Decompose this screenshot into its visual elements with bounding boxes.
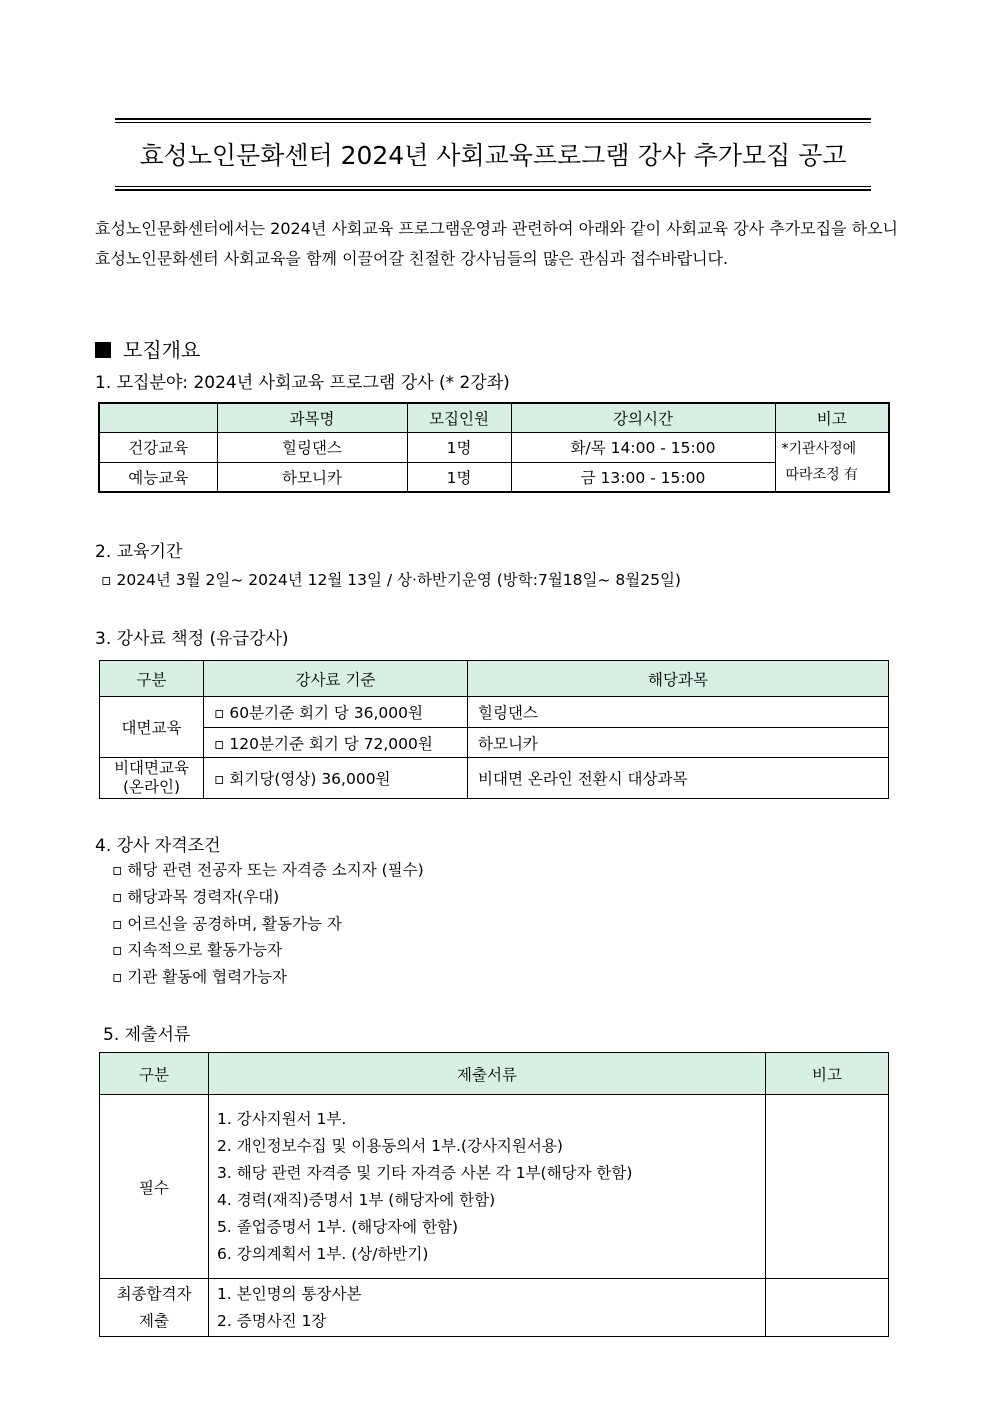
category-cell: 예능교육: [99, 462, 217, 492]
fee-cell: ▫ 60분기준 회기 당 36,000원: [204, 697, 468, 728]
header-cell: 과목명: [217, 403, 407, 432]
offline-label-cell: 대면교육: [100, 697, 204, 758]
header-cell: 해당과목: [468, 661, 889, 697]
table-row: [99, 432, 889, 462]
table-row: [99, 462, 889, 492]
section3-heading: 3. 강사료 책정 (유급강사): [95, 629, 289, 649]
note-line: *기관사정에: [781, 440, 857, 457]
header-cell: 구분: [100, 1053, 209, 1095]
count-cell: 1명: [407, 432, 511, 462]
count-cell: 1명: [407, 462, 511, 492]
subject-cell: 하모니카: [468, 728, 889, 758]
time-cell: 화/목 14:00 - 15:00: [511, 432, 775, 462]
subject-cell: 하모니카: [217, 462, 407, 492]
qualification-item: ▫ 해당과목 경력자(우대): [112, 888, 280, 906]
section1-heading: 1. 모집분야: 2024년 사회교육 프로그램 강사 (* 2강좌): [95, 373, 510, 393]
remarks-cell: [766, 1095, 889, 1279]
list-item: 5. 졸업증명서 1부. (해당자에 한함): [217, 1217, 459, 1236]
final-label-cell: [100, 1279, 209, 1337]
note-cell: [775, 432, 889, 492]
documents-table: [99, 1052, 889, 1337]
fee-cell: ▫ 120분기준 회기 당 72,000원: [204, 728, 468, 758]
online-label-cell: [100, 758, 204, 799]
fee-cell: ▫ 회기당(영상) 36,000원: [204, 758, 468, 799]
header-cell: 강사료 기준: [204, 661, 468, 697]
time-cell: 금 13:00 - 15:00: [511, 462, 775, 492]
subject-cell: 힐링댄스: [468, 697, 889, 728]
header-cell: 제출서류: [209, 1053, 766, 1095]
period-line: [101, 568, 681, 590]
header-cell: 모집인원: [407, 403, 511, 432]
section4-heading: 4. 강사 자격조건: [95, 836, 221, 856]
fee-table: [99, 660, 889, 799]
intro-paragraph: 효성노인문화센터에서는 2024년 사회교육 프로그램운영과 관련하여 아래와 같이 사회교육 강사 추가모집을 하오니 효성노인문화센터 사회교육을 함께 이끌어갈 친절한 강사님들의 많은 관심과 접수바랍니다.: [95, 219, 898, 268]
qualification-item: ▫ 지속적으로 활동가능자: [112, 941, 283, 959]
overview-heading: 모집개요: [95, 334, 200, 363]
header-cell: 비고: [775, 403, 889, 432]
list-item: 3. 해당 관련 자격증 및 기타 자격증 사본 각 1부(해당자 한함): [217, 1163, 633, 1182]
table-row: [100, 728, 889, 758]
title-rule-top-1: [115, 118, 871, 120]
final-label-line: 최종합격자: [116, 1284, 192, 1303]
table-header-row: [100, 1053, 889, 1095]
final-docs-cell: [209, 1279, 766, 1337]
required-docs-cell: [209, 1095, 766, 1279]
header-cell: 비고: [766, 1053, 889, 1095]
note-line: 따라조정 有: [785, 466, 859, 483]
table-row: [100, 758, 889, 799]
table-header-row: [99, 403, 889, 432]
period-text: 2024년 3월 2일~ 2024년 12월 13일 / 상·하반기운영 (방학:7월18일~ 8월25일): [116, 571, 681, 589]
table-row: [100, 697, 889, 728]
section5-heading: 5. 제출서류: [103, 1025, 191, 1045]
title-rule-top-2: [115, 122, 871, 123]
remarks-cell: [766, 1279, 889, 1337]
final-label-line: 제출: [139, 1311, 169, 1330]
qualification-item: ▫ 기관 활동에 협력가능자: [112, 968, 288, 986]
list-item: 2. 개인정보수집 및 이용동의서 1부.(강사지원서용): [217, 1136, 563, 1155]
qualification-item: ▫ 해당 관련 전공자 또는 자격증 소지자 (필수): [112, 861, 424, 879]
table-row: [100, 1279, 889, 1337]
subject-cell: 힐링댄스: [217, 432, 407, 462]
category-cell: 건강교육: [99, 432, 217, 462]
required-label-cell: 필수: [100, 1095, 209, 1279]
header-cell: 강의시간: [511, 403, 775, 432]
bullet-icon: ▫: [101, 571, 112, 589]
page-title: 효성노인문화센터 2024년 사회교육프로그램 강사 추가모집 공고: [139, 141, 847, 170]
list-item: 1. 본인명의 통장사본: [217, 1284, 362, 1303]
subject-cell: 비대면 온라인 전환시 대상과목: [468, 758, 889, 799]
list-item: 4. 경력(재직)증명서 1부 (해당자에 한함): [217, 1190, 496, 1209]
table-header-row: [100, 661, 889, 697]
qualification-item: ▫ 어르신을 공경하며, 활동가능 자: [112, 915, 342, 933]
online-label-line: (온라인): [122, 778, 180, 796]
header-cell: [99, 403, 217, 432]
online-label-line: 비대면교육: [114, 759, 189, 777]
title-rule-bottom-1: [115, 186, 871, 187]
title-rule-bottom-2: [115, 189, 871, 191]
list-item: 1. 강사지원서 1부.: [217, 1109, 347, 1128]
header-cell: 구분: [100, 661, 204, 697]
list-item: 6. 강의계획서 1부. (상/하반기): [217, 1244, 429, 1263]
square-bullet-icon: [95, 342, 111, 358]
section2-heading: 2. 교육기간: [95, 542, 183, 562]
recruitment-table: [98, 402, 890, 493]
table-row: [100, 1095, 889, 1279]
list-item: 2. 증명사진 1장: [217, 1311, 327, 1330]
